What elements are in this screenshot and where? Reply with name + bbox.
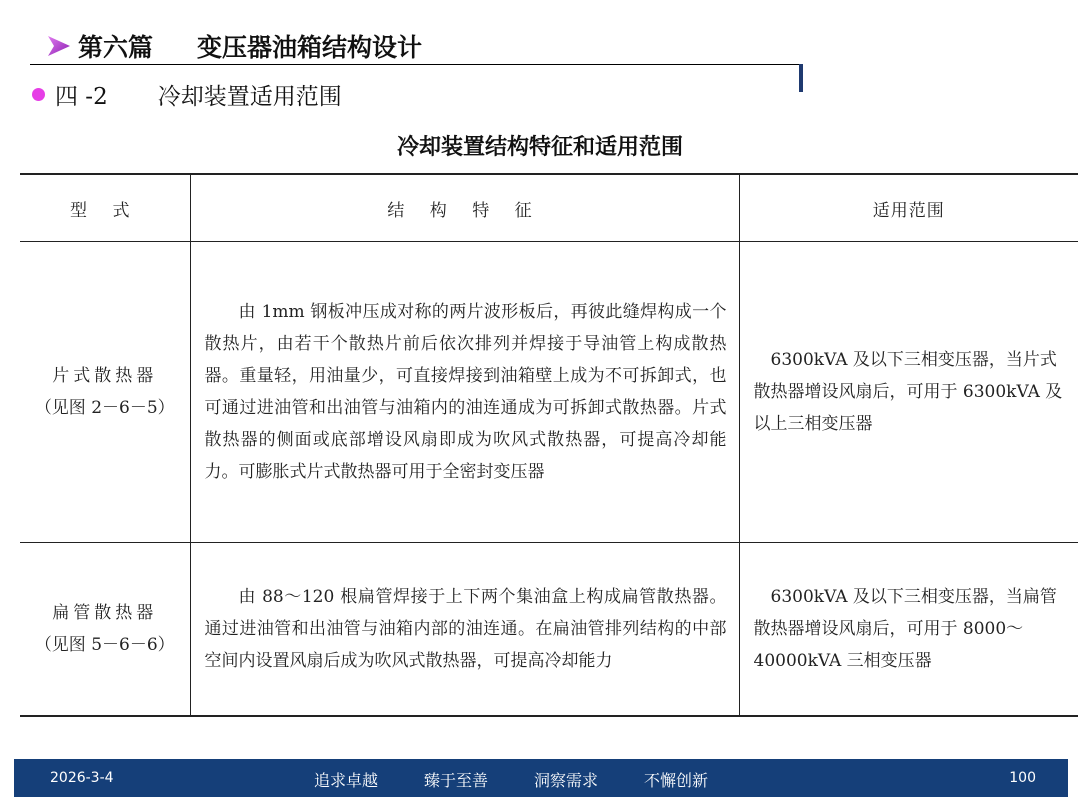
motto-item: 洞察需求 xyxy=(534,771,599,790)
feature-cell xyxy=(190,242,739,543)
part-label: 第六篇 xyxy=(78,33,154,62)
scope-text: 6300kVA 及以下三相变压器，当片式散热器增设风扇后，可用于 6300kVA 及以上三相变压器 xyxy=(753,350,1063,434)
table-caption: 冷却装置结构特征和适用范围 xyxy=(396,135,683,160)
motto-item: 臻于至善 xyxy=(424,771,489,790)
table-row xyxy=(20,543,1078,717)
type-cell xyxy=(20,242,190,543)
section-heading xyxy=(32,78,342,111)
cooling-device-table xyxy=(20,173,1078,717)
section-number: 四 -2 xyxy=(55,84,108,110)
type-name: 片式散热器 xyxy=(52,366,158,386)
footer-date: 2026-3-4 xyxy=(50,770,114,786)
title-underline xyxy=(30,64,802,65)
figure-reference: （见图 2－6－5） xyxy=(34,398,175,418)
motto-item: 追求卓越 xyxy=(314,771,379,790)
part-title: 变压器油箱结构设计 xyxy=(197,33,423,62)
header-type: 型 式 xyxy=(20,174,190,242)
scope-text: 6300kVA 及以下三相变压器，当扁管散热器增设风扇后，可用于 8000～40000kVA 三相变压器 xyxy=(753,587,1057,671)
slide-title xyxy=(46,28,422,64)
section-title: 冷却装置适用范围 xyxy=(157,84,342,110)
motto-item: 不懈创新 xyxy=(644,771,709,790)
feature-cell xyxy=(190,543,739,717)
feature-text: 由 88～120 根扁管焊接于上下两个集油盒上构成扁管散热器。通过进油管和出油管与油箱内部的油连通。在扁油管排列结构的中部空间内设置风扇后成为吹风式散热器，可提高冷却能力 xyxy=(204,587,727,671)
footer-mottos xyxy=(314,768,708,791)
figure-reference: （见图 5－6－6） xyxy=(34,635,175,655)
table-header-row xyxy=(20,174,1078,242)
scope-cell xyxy=(739,543,1078,717)
arrow-right-icon xyxy=(46,33,72,59)
page-number: 100 xyxy=(1009,770,1036,786)
type-cell xyxy=(20,543,190,717)
feature-text: 由 1mm 钢板冲压成对称的两片波形板后，再彼此缝焊构成一个散热片，由若干个散热片前后依次排列并焊接于导油管上构成散热器。重量轻，用油量少，可直接焊接到油箱壁上成为不可拆卸式，也可通过进油管和出油管与油箱内的油连通成为可拆卸式散热器。片式散热器的侧面或底部增设风扇即成为吹风式散热器，可提高冷却能力。可膨胀式片式散热器可用于全密封变压器 xyxy=(204,302,727,482)
type-name: 扁管散热器 xyxy=(52,603,158,623)
header-scope: 适用范围 xyxy=(739,174,1078,242)
footer-bar xyxy=(14,759,1068,797)
table-row xyxy=(20,242,1078,543)
title-accent-bar xyxy=(799,64,803,92)
header-feature: 结 构 特 征 xyxy=(190,174,739,242)
bullet-dot-icon xyxy=(32,88,45,101)
scope-cell xyxy=(739,242,1078,543)
